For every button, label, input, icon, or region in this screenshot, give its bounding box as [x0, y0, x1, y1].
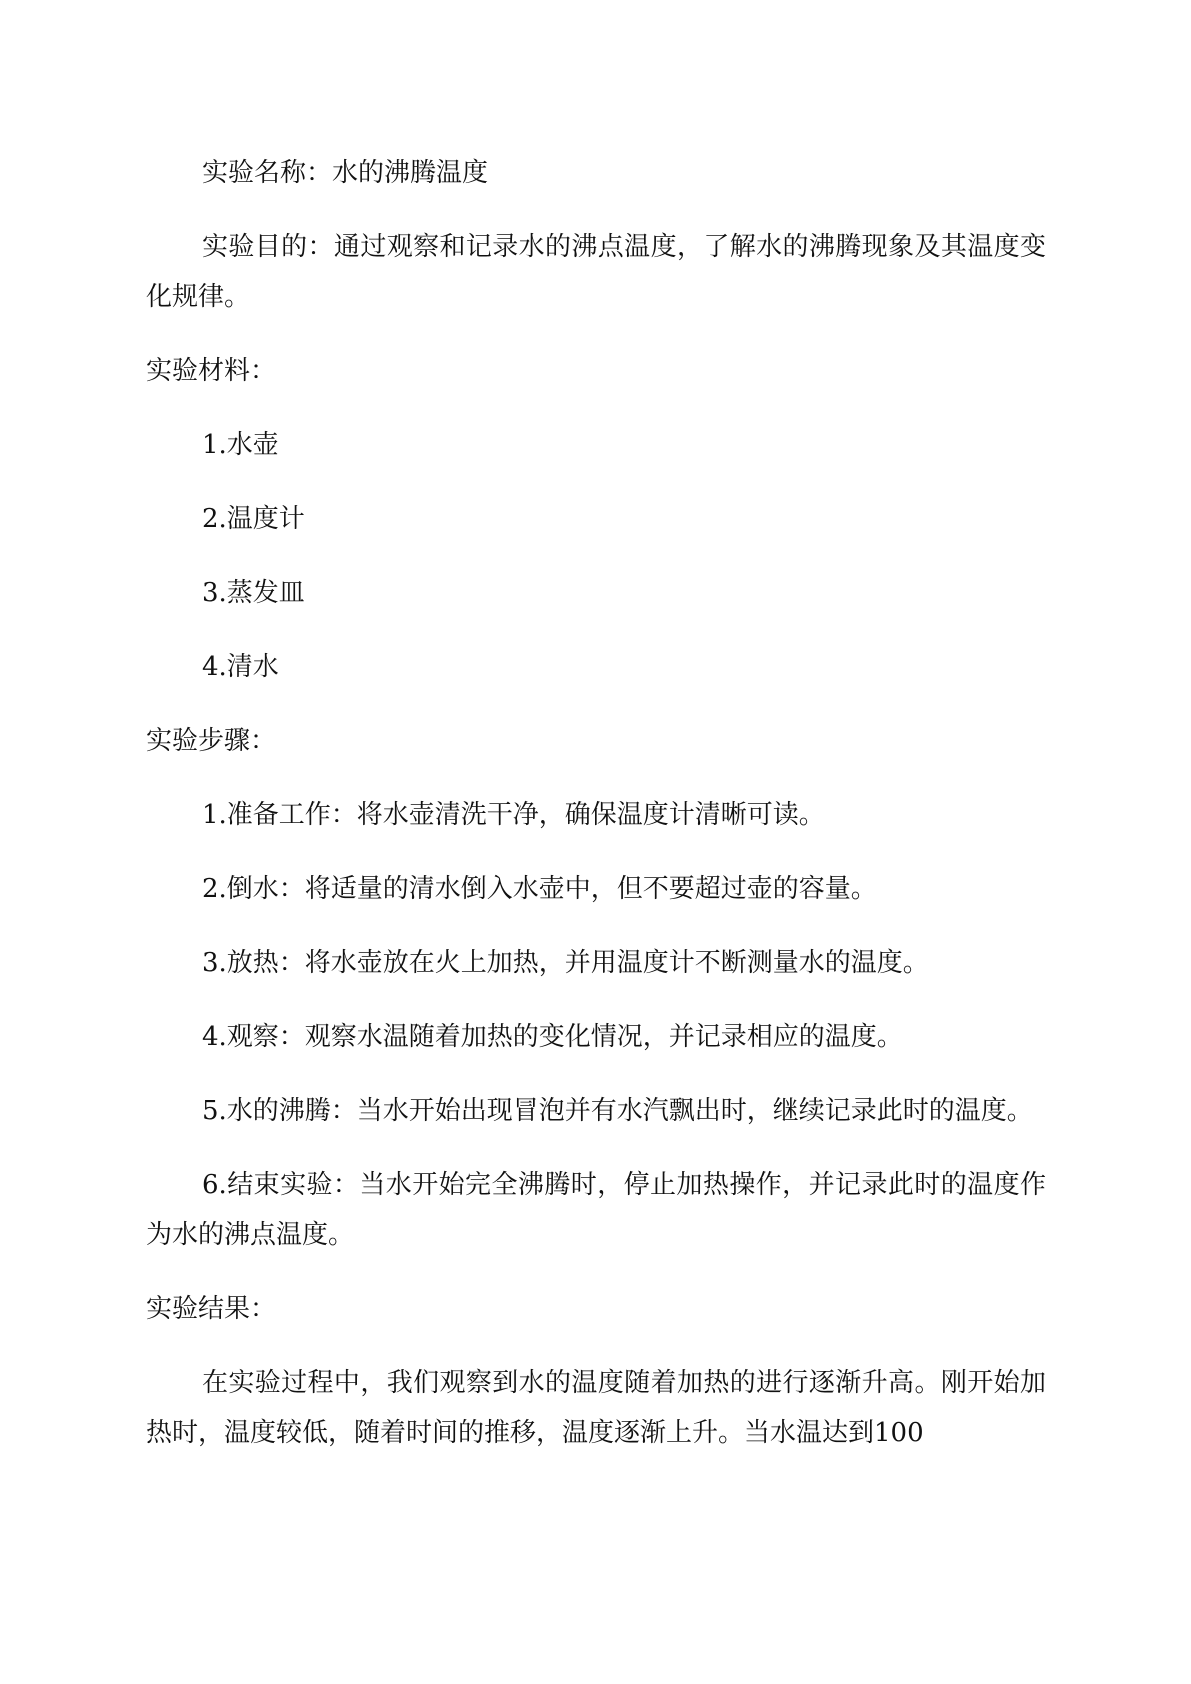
list-item: 3.放热：将水壶放在火上加热，并用温度计不断测量水的温度。	[202, 948, 929, 978]
steps-list	[146, 790, 1046, 1260]
results-heading: 实验结果：	[146, 1294, 277, 1324]
results-paragraph: 在实验过程中，我们观察到水的温度随着加热的进行逐渐升高。刚开始加热时，温度较低，随着时间的推移，温度逐渐上升。当水温达到100	[146, 1368, 1046, 1448]
experiment-name: 实验名称：水的沸腾温度	[202, 158, 489, 188]
list-item: 2.温度计	[202, 504, 305, 534]
list-item: 5.水的沸腾：当水开始出现冒泡并有水汽飘出时，继续记录此时的温度。	[202, 1096, 1033, 1126]
materials-list	[146, 420, 1046, 692]
experiment-objective: 实验目的：通过观察和记录水的沸点温度，了解水的沸腾现象及其温度变化规律。	[146, 232, 1046, 312]
document-body	[146, 148, 1046, 1458]
list-item: 4.清水	[202, 652, 279, 682]
list-item: 6.结束实验：当水开始完全沸腾时，停止加热操作，并记录此时的温度作为水的沸点温度。	[146, 1170, 1046, 1250]
list-item: 1.水壶	[202, 430, 279, 460]
list-item: 2.倒水：将适量的清水倒入水壶中，但不要超过壶的容量。	[202, 874, 877, 904]
list-item: 3.蒸发皿	[202, 578, 305, 608]
list-item: 1.准备工作：将水壶清洗干净，确保温度计清晰可读。	[202, 800, 825, 830]
materials-heading: 实验材料：	[146, 356, 277, 386]
list-item: 4.观察：观察水温随着加热的变化情况，并记录相应的温度。	[202, 1022, 903, 1052]
steps-heading: 实验步骤：	[146, 726, 277, 756]
